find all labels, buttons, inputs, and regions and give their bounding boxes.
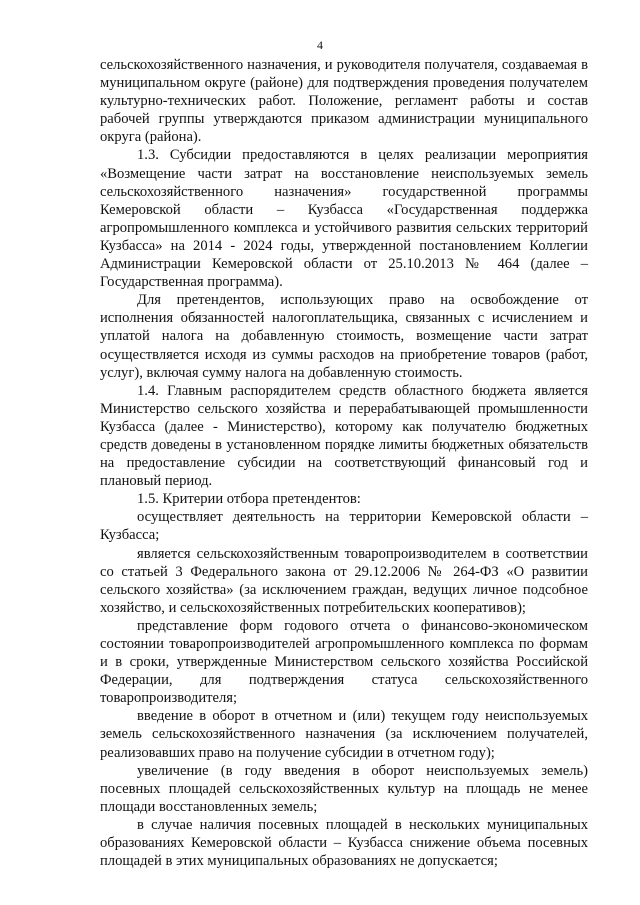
criterion-territory: осуществляет деятельность на территории Кемеровской области – Кузбасса; (100, 509, 588, 544)
paragraph-1-4: 1.4. Главным распорядителем средств областного бюджета является Министерство сельского хозяйства и перерабатывающей промышленности Кузбасса (далее - Министерство), которому как получателю бюджетных средств доведены в установленном порядке лимиты бюджетных обязательств на предоставление субсидии на соответствующий финансовый год и плановый период. (100, 382, 588, 490)
paragraph-1-3: 1.3. Субсидии предоставляются в целях реализации мероприятия «Возмещение части затрат на восстановление неиспользуемых земель сельскохозяйственного назначения» государственной программы Кемеровской области – Кузбасса «Государственная поддержка агропромышленного комплекса и устойчивого развития сельских территорий Кузбасса» на 2014 - 2024 годы, утвержденной постановлением Коллегии Администрации Кемеровской области от 25.10.2013 № 464 (далее – Государственная программа). (100, 147, 588, 291)
criterion-annual-report: представление форм годового отчета о финансово-экономическом состоянии товаропроизводителей агропромышленного комплекса по формам и в сроки, утвержденные Министерством сельского хозяйства Российской Федерации, для подтверждения статуса сельскохозяйственного товаропроизводителя; (100, 617, 588, 707)
page-number: 4 (317, 38, 323, 52)
paragraph-continuation: сельскохозяйственного назначения, и руководителя получателя, создаваемая в муниципальном округе (районе) для подтверждения проведения получателем культурно-технических работ. Положение, регламент работы и состав рабочей группы утверждаются приказом администрации муниципального округа (района). (100, 57, 588, 146)
paragraph-vat-exemption: Для претендентов, использующих право на освобождение от исполнения обязанностей налогоплательщика, связанных с исчислением и уплатой налога на добавленную стоимость, возмещение части затрат осуществляется исходя из суммы расходов на приобретение товаров (работ, услуг), включая сумму налога на добавленную стоимость. (100, 292, 588, 381)
document-body (100, 56, 588, 870)
paragraph-1-5: 1.5. Критерии отбора претендентов: (137, 491, 361, 508)
criterion-no-reduction: в случае наличия посевных площадей в нескольких муниципальных образованиях Кемеровской области – Кузбасса снижение объема посевных площадей в этих муниципальных образованиях не допускается; (100, 816, 588, 870)
criterion-sown-area-increase: увеличение (в году введения в оборот неиспользуемых земель) посевных площадей сельскохозяйственных культур на площадь не менее площади восстановленных земель; (100, 762, 588, 815)
criterion-producer: является сельскохозяйственным товаропроизводителем в соответствии со статьей 3 Федерального закона от 29.12.2006 № 264-ФЗ «О развитии сельского хозяйства» (за исключением граждан, ведущих личное подсобное хозяйство, и сельскохозяйственных потребительских кооперативов); (100, 545, 588, 616)
criterion-land-introduction: введение в оборот в отчетном и (или) текущем году неиспользуемых земель сельскохозяйственного назначения (за исключением получателей, реализовавших право на получение субсидии в отчетном году); (100, 708, 588, 761)
